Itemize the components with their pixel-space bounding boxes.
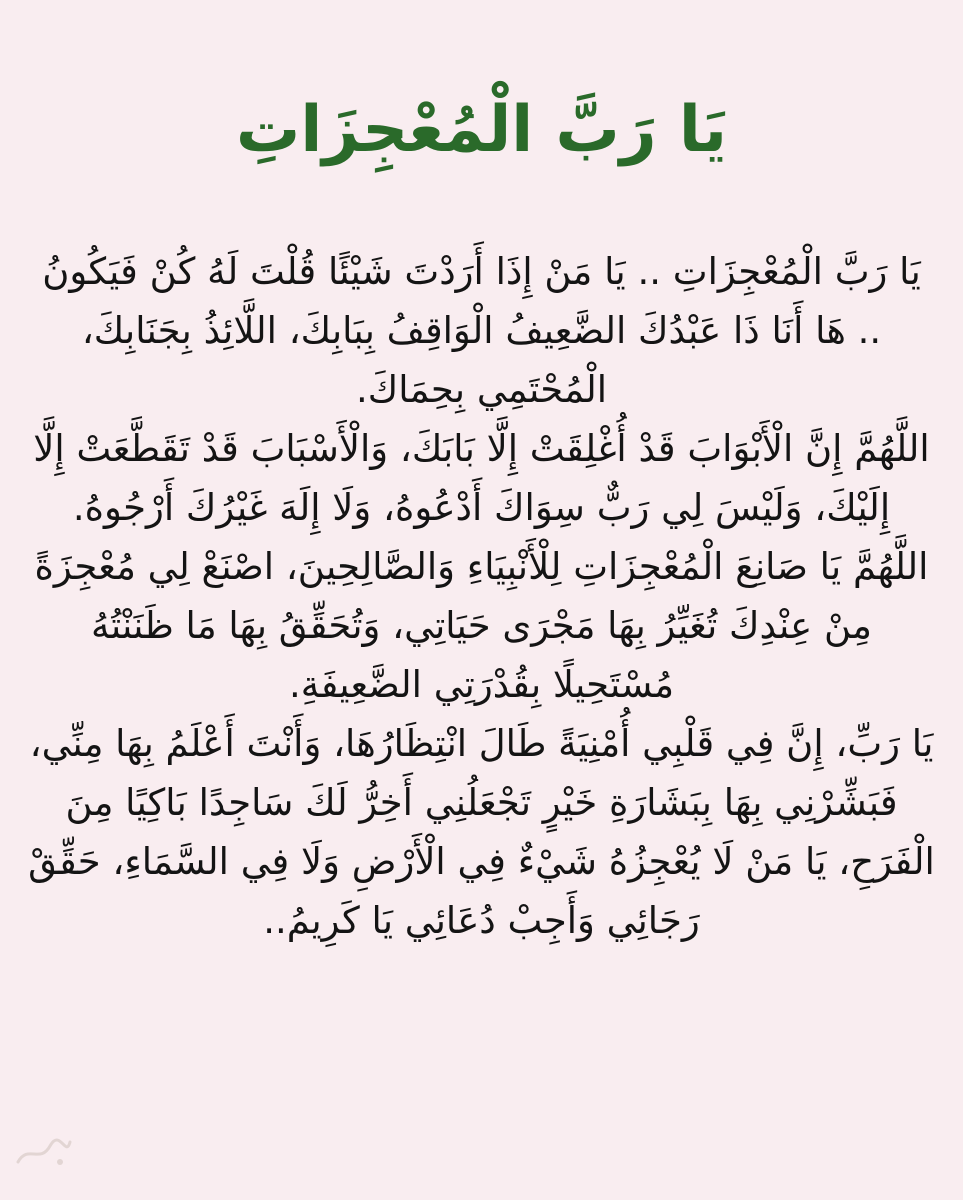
prayer-paragraph-3: اللَّهُمَّ يَا صَانِعَ الْمُعْجِزَاتِ لِلْأَنْبِيَاءِ وَالصَّالِحِينَ، اصْنَعْ لِي مُعْجِزَةً مِنْ عِنْدِكَ تُغَيِّرُ بِهَا مَجْرَى حَيَاتِي، وَتُحَقِّقُ بِهَا مَا ظَنَنْتُهُ مُسْتَحِيلًا بِقُدْرَتِي الضَّعِيفَةِ. xyxy=(34,545,929,706)
prayer-paragraph-2: اللَّهُمَّ إِنَّ الْأَبْوَابَ قَدْ أُغْلِقَتْ إِلَّا بَابَكَ، وَالْأَسْبَابَ قَدْ تَقَطَّعَتْ إِلَّا إِلَيْكَ، وَلَيْسَ لِي رَبٌّ سِوَاكَ أَدْعُوهُ، وَلَا إِلَهَ غَيْرُكَ أَرْجُوهُ. xyxy=(33,427,930,529)
page-title: يَا رَبَّ الْمُعْجِزَاتِ xyxy=(236,93,727,167)
prayer-paragraph-1: يَا رَبَّ الْمُعْجِزَاتِ .. يَا مَنْ إِذَا أَرَدْتَ شَيْئًا قُلْتَ لَهُ كُنْ فَيَكُونُ .. هَا أَنَا ذَا عَبْدُكَ الضَّعِيفُ الْوَاقِفُ بِبَابِكَ، اللَّائِذُ بِجَنَابِكَ، الْمُحْتَمِي بِحِمَاكَ. xyxy=(42,250,921,411)
prayer-paragraph-4: يَا رَبِّ، إِنَّ فِي قَلْبِي أُمْنِيَةً طَالَ انْتِظَارُهَا، وَأَنْتَ أَعْلَمُ بِهَا مِنِّي، فَبَشِّرْنِي بِهَا بِبَشَارَةِ خَيْرٍ تَجْعَلُنِي أَخِرُّ لَكَ سَاجِدًا بَاكِيًا مِنَ الْفَرَحِ، يَا مَنْ لَا يُعْجِزُهُ شَيْءٌ فِي الْأَرْضِ وَلَا فِي السَّمَاءِ، حَقِّقْ رَجَائِي وَأَجِبْ دُعَائِي يَا كَرِيمُ.. xyxy=(28,722,935,942)
prayer-body xyxy=(28,242,935,950)
watermark-decoration xyxy=(14,1134,74,1170)
